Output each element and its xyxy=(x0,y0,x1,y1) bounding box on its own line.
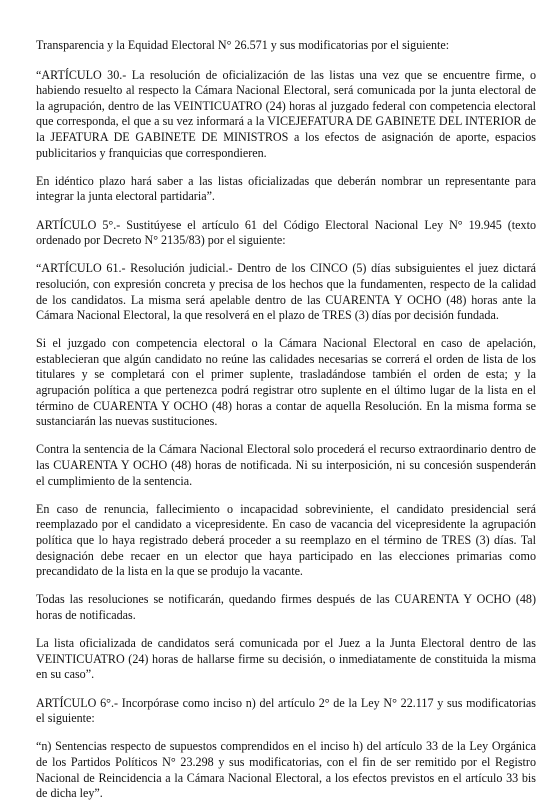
paragraph-intro: Transparencia y la Equidad Electoral N° 26.571 y sus modificatorias por el siguiente: xyxy=(36,38,450,52)
paragraph-articulo-30: “ARTÍCULO 30.- La resolución de oficialización de las listas una vez que se encuentre firme, o habiendo resuelto al respecto la Cámara Nacional Electoral, será comunicada por la junta electoral de la agrupación, dentro de las VEINTICUATRO (24) horas al juzgado federal con competencia electoral que corresponda, el que a su vez informará a la VICEJEFATURA DE GABINETE DEL INTERIOR de la JEFATURA DE GABINETE DE MINISTROS a los efectos de asignación de aporte, espacios publicitarios y franquicias que correspondieren. xyxy=(36,67,536,160)
paragraph-articulo-5: ARTÍCULO 5°.- Sustitúyese el artículo 61 del Código Electoral Nacional Ley N° 19.945 (texto ordenado por Decreto N° 2135/83) por el siguiente: xyxy=(36,217,536,248)
paragraph-lista-oficializada: La lista oficializada de candidatos será comunicada por el Juez a la Junta Electoral dentro de las VEINTICUATRO (24) horas de hallarse firme su decisión, o inmediatamente de constituida la misma en su caso”. xyxy=(36,636,536,682)
paragraph-notificacion: Todas las resoluciones se notificarán, quedando firmes después de las CUARENTA Y OCHO (48) horas de notificadas. xyxy=(36,592,536,622)
paragraph-apelacion: Si el juzgado con competencia electoral o la Cámara Nacional Electoral en caso de apelación, establecieran que algún candidato no reúne las calidades necesarias se correrá el orden de lista de los titulares y se completará con el primer suplente, trasladándose también el orden de esta; y la agrupación política a que pertenezca podrá registrar otro suplente en el último lugar de la lista en el término de CUARENTA Y OCHO (48) horas a contar de aquella Resolución. En la misma forma se sustanciarán las nuevas sustituciones. xyxy=(36,336,536,429)
paragraph-plazo: En idéntico plazo hará saber a las listas oficializadas que deberán nombrar un representante para integrar la junta electoral partidaria”. xyxy=(36,173,536,204)
paragraph-inciso-n: “n) Sentencias respecto de supuestos comprendidos en el inciso h) del artículo 33 de la Ley Orgánica de los Partidos Políticos N° 23.298 y sus modificatorias, con el fin de ser remitido por el Registro Nacional de Reincidencia a la Cámara Nacional Electoral, a los efectos previstos en el artículo 33 bis de dicha ley”. xyxy=(36,739,536,801)
paragraph-articulo-6: ARTÍCULO 6°.- Incorpórase como inciso n) del artículo 2° de la Ley N° 22.117 y sus modificatorias el siguiente: xyxy=(36,695,536,726)
paragraph-articulo-61: “ARTÍCULO 61.- Resolución judicial.- Dentro de los CINCO (5) días subsiguientes el juez dictará resolución, con expresión concreta y precisa de los hechos que la fundamenten, respecto de la calidad de los candidatos. La misma será apelable dentro de las CUARENTA Y OCHO (48) horas ante la Cámara Nacional Electoral, la que resolverá en el plazo de TRES (3) días por decisión fundada. xyxy=(36,261,536,323)
paragraph-renuncia: En caso de renuncia, fallecimiento o incapacidad sobreviniente, el candidato presidencial será reemplazado por el candidato a vicepresidente. En caso de vacancia del vicepresidente la agrupación política que lo haya registrado deberá proceder a su reemplazo en el término de TRES (3) días. Tal designación debe recaer en un elector que haya participado en las elecciones primarias como precandidato de la lista en la que se produjo la vacante. xyxy=(36,501,536,579)
paragraph-sentencia: Contra la sentencia de la Cámara Nacional Electoral solo procederá el recurso extraordinario dentro de las CUARENTA Y OCHO (48) horas de notificada. Ni su interposición, ni su concesión suspenderán el cumplimiento de la sentencia. xyxy=(36,442,536,488)
